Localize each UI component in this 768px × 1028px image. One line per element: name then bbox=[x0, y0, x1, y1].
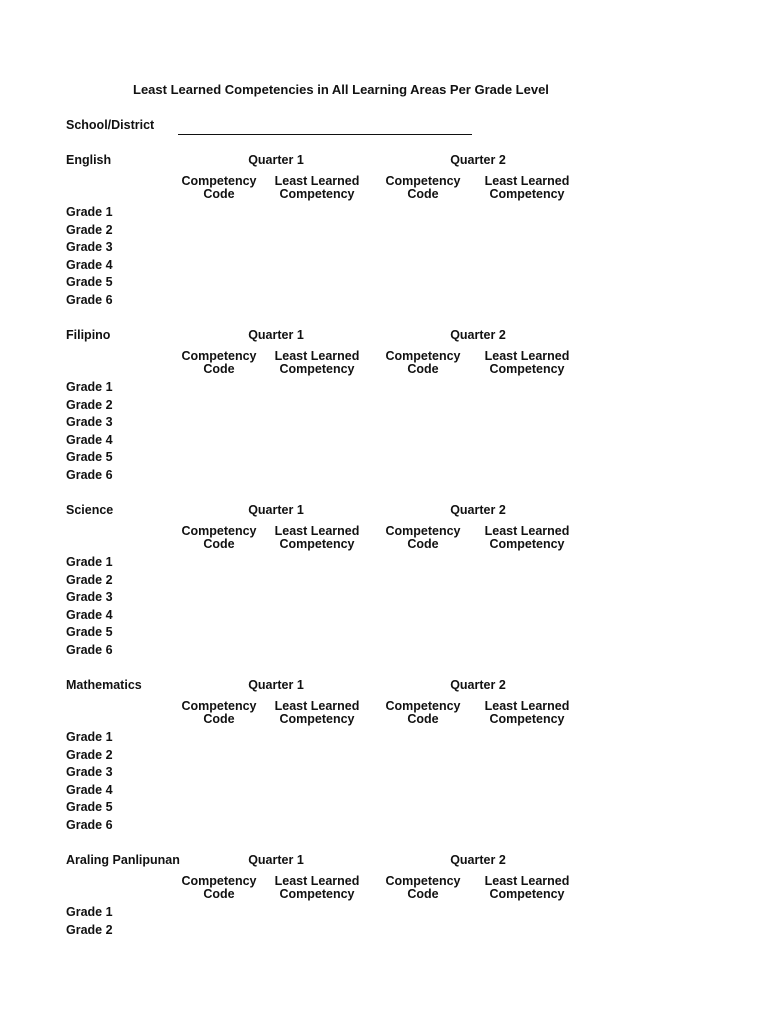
section-araling-panlipunan bbox=[0, 853, 768, 1028]
column-header-line: Competency bbox=[489, 187, 565, 201]
grade-row-label: Grade 6 bbox=[66, 817, 113, 832]
least-learned-competency-header bbox=[269, 700, 365, 726]
column-header-line: Least Learned bbox=[484, 524, 570, 538]
least-learned-competency-header bbox=[269, 350, 365, 376]
competency-code-header bbox=[375, 875, 471, 901]
grade-list bbox=[66, 904, 113, 939]
column-header-line: Least Learned bbox=[484, 174, 570, 188]
column-header-line: Competency bbox=[385, 349, 461, 363]
quarter-header-1: Quarter 1 bbox=[248, 503, 304, 517]
school-district-field[interactable] bbox=[178, 134, 472, 135]
subject-label: Science bbox=[66, 503, 114, 517]
quarter-header-2: Quarter 2 bbox=[450, 678, 506, 692]
column-header-line: Least Learned bbox=[274, 699, 360, 713]
grade-row-label: Grade 3 bbox=[66, 765, 113, 779]
column-header-line: Competency bbox=[489, 537, 565, 551]
subject-label: Filipino bbox=[66, 328, 111, 342]
least-learned-competency-header bbox=[479, 350, 575, 376]
least-learned-competency-header bbox=[479, 175, 575, 201]
grade-row-label: Grade 2 bbox=[66, 572, 113, 587]
section-english bbox=[0, 153, 768, 328]
competency-code-header bbox=[171, 175, 267, 201]
column-header-line: Competency bbox=[385, 699, 461, 713]
column-header-line: Code bbox=[407, 537, 439, 551]
grade-list bbox=[66, 554, 113, 659]
grade-row-label: Grade 5 bbox=[66, 275, 113, 289]
quarter-header-1: Quarter 1 bbox=[248, 328, 304, 342]
grade-row-label: Grade 2 bbox=[66, 922, 113, 937]
grade-row-label: Grade 1 bbox=[66, 555, 113, 569]
least-learned-competency-header bbox=[269, 875, 365, 901]
page-title: Least Learned Competencies in All Learning Areas Per Grade Level bbox=[133, 82, 549, 97]
grade-row-label: Grade 6 bbox=[66, 292, 113, 307]
column-header-line: Competency bbox=[489, 887, 565, 901]
competency-code-header bbox=[171, 700, 267, 726]
column-header-line: Competency bbox=[181, 174, 257, 188]
competency-code-header bbox=[375, 350, 471, 376]
column-header-line: Code bbox=[203, 187, 235, 201]
grade-row-label: Grade 1 bbox=[66, 380, 113, 394]
column-header-line: Least Learned bbox=[484, 349, 570, 363]
least-learned-competency-header bbox=[479, 525, 575, 551]
column-header-line: Code bbox=[407, 187, 439, 201]
quarter-header-2: Quarter 2 bbox=[450, 153, 506, 167]
column-header-line: Competency bbox=[489, 362, 565, 376]
quarter-header-2: Quarter 2 bbox=[450, 503, 506, 517]
column-header-line: Competency bbox=[279, 537, 355, 551]
subject-label: English bbox=[66, 153, 112, 167]
least-learned-competency-header bbox=[269, 525, 365, 551]
grade-row-label: Grade 5 bbox=[66, 625, 113, 639]
grade-row-label: Grade 2 bbox=[66, 397, 113, 412]
grade-row-label: Grade 6 bbox=[66, 642, 113, 657]
column-header-line: Competency bbox=[385, 174, 461, 188]
competency-code-header bbox=[171, 525, 267, 551]
column-header-line: Competency bbox=[181, 699, 257, 713]
column-header-line: Competency bbox=[279, 187, 355, 201]
competency-code-header bbox=[375, 700, 471, 726]
column-header-line: Competency bbox=[489, 712, 565, 726]
grade-row-label: Grade 2 bbox=[66, 222, 113, 237]
grade-row-label: Grade 1 bbox=[66, 905, 113, 919]
grade-row-label: Grade 3 bbox=[66, 590, 113, 604]
grade-row-label: Grade 4 bbox=[66, 257, 113, 272]
section-filipino bbox=[0, 328, 768, 503]
competency-code-header bbox=[171, 875, 267, 901]
column-header-line: Competency bbox=[385, 874, 461, 888]
competency-code-header bbox=[375, 525, 471, 551]
school-district-label: School/District bbox=[66, 118, 155, 132]
grade-row-label: Grade 1 bbox=[66, 205, 113, 219]
column-header-line: Code bbox=[203, 887, 235, 901]
column-header-line: Competency bbox=[279, 712, 355, 726]
section-mathematics bbox=[0, 678, 768, 853]
column-header-line: Competency bbox=[385, 524, 461, 538]
column-header-line: Least Learned bbox=[484, 874, 570, 888]
column-header-line: Competency bbox=[181, 874, 257, 888]
column-header-line: Least Learned bbox=[274, 349, 360, 363]
column-header-line: Competency bbox=[279, 362, 355, 376]
least-learned-competency-header bbox=[269, 175, 365, 201]
least-learned-competency-header bbox=[479, 875, 575, 901]
quarter-header-1: Quarter 1 bbox=[248, 853, 304, 867]
quarter-header-2: Quarter 2 bbox=[450, 853, 506, 867]
grade-row-label: Grade 2 bbox=[66, 747, 113, 762]
column-header-line: Least Learned bbox=[274, 874, 360, 888]
column-header-line: Code bbox=[203, 362, 235, 376]
grade-list bbox=[66, 204, 113, 309]
column-header-line: Code bbox=[203, 712, 235, 726]
grade-row-label: Grade 5 bbox=[66, 450, 113, 464]
grade-row-label: Grade 4 bbox=[66, 782, 113, 797]
grade-row-label: Grade 1 bbox=[66, 730, 113, 744]
section-science bbox=[0, 503, 768, 678]
grade-row-label: Grade 4 bbox=[66, 432, 113, 447]
column-header-line: Competency bbox=[181, 349, 257, 363]
column-header-line: Competency bbox=[181, 524, 257, 538]
grade-row-label: Grade 6 bbox=[66, 467, 113, 482]
column-header-line: Code bbox=[407, 362, 439, 376]
subject-label: Mathematics bbox=[66, 678, 142, 692]
column-header-line: Competency bbox=[279, 887, 355, 901]
competency-code-header bbox=[171, 350, 267, 376]
column-header-line: Code bbox=[203, 537, 235, 551]
column-header-line: Least Learned bbox=[484, 699, 570, 713]
grade-row-label: Grade 3 bbox=[66, 415, 113, 429]
grade-row-label: Grade 5 bbox=[66, 800, 113, 814]
column-header-line: Least Learned bbox=[274, 524, 360, 538]
competency-code-header bbox=[375, 175, 471, 201]
least-learned-competency-header bbox=[479, 700, 575, 726]
subject-label: Araling Panlipunan bbox=[66, 853, 180, 867]
quarter-header-2: Quarter 2 bbox=[450, 328, 506, 342]
quarter-header-1: Quarter 1 bbox=[248, 153, 304, 167]
grade-row-label: Grade 4 bbox=[66, 607, 113, 622]
column-header-line: Least Learned bbox=[274, 174, 360, 188]
column-header-line: Code bbox=[407, 712, 439, 726]
column-header-line: Code bbox=[407, 887, 439, 901]
quarter-header-1: Quarter 1 bbox=[248, 678, 304, 692]
grade-list bbox=[66, 729, 113, 834]
grade-row-label: Grade 3 bbox=[66, 240, 113, 254]
grade-list bbox=[66, 379, 113, 484]
